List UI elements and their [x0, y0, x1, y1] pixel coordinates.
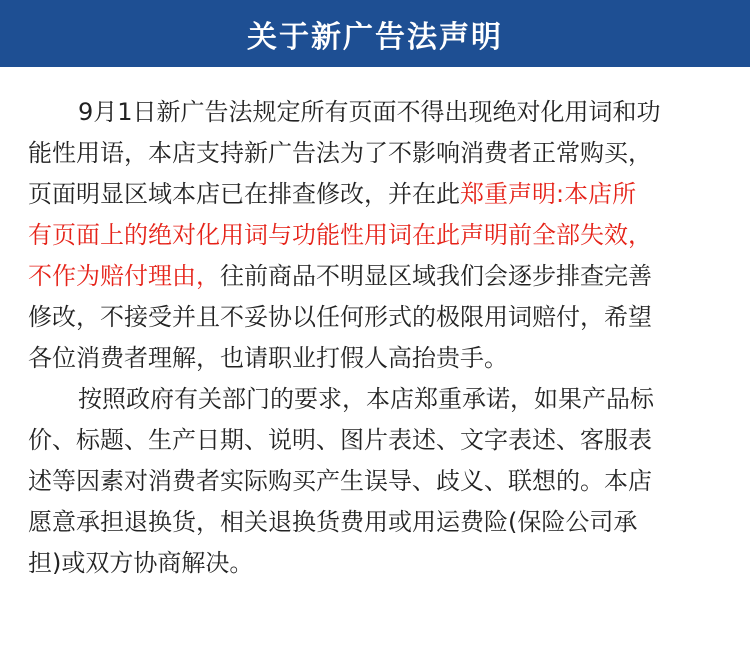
statement-body — [28, 92, 720, 584]
text-line — [28, 174, 720, 215]
text-line: 修改，不接受并且不妥协以任何形式的极限用词赔付，希望 — [28, 303, 652, 331]
text-line: 价、标题、生产日期、说明、图片表述、文字表述、客服表 — [28, 426, 652, 454]
emphasis-text: 郑重声明:本店所 — [460, 180, 637, 208]
text-span: 往前商品不明显区域我们会逐步排查完善 — [220, 262, 652, 290]
text-line: 担)或双方协商解决。 — [28, 549, 254, 577]
paragraph-2 — [28, 379, 720, 584]
text-line: 述等因素对消费者实际购买产生误导、歧义、联想的。本店 — [28, 467, 652, 495]
text-span: 页面明显区域本店已在排查修改，并在此 — [28, 180, 460, 208]
text-line: 愿意承担退换货，相关退换货费用或用运费险(保险公司承 — [28, 508, 638, 536]
text-line — [28, 256, 720, 297]
text-line: 9月1日新广告法规定所有页面不得出现绝对化用词和功 — [78, 98, 661, 126]
text-line: 按照政府有关部门的要求，本店郑重承诺，如果产品标 — [78, 385, 654, 413]
title-banner — [0, 0, 750, 67]
emphasis-text: 有页面上的绝对化用词与功能性用词在此声明前全部失效， — [28, 221, 652, 249]
text-line: 能性用语，本店支持新广告法为了不影响消费者正常购买， — [28, 139, 652, 167]
emphasis-text: 不作为赔付理由， — [28, 262, 220, 290]
page-title: 关于新广告法声明 — [247, 19, 503, 55]
text-line: 各位消费者理解，也请职业打假人高抬贵手。 — [28, 344, 508, 372]
paragraph-1 — [28, 92, 720, 379]
